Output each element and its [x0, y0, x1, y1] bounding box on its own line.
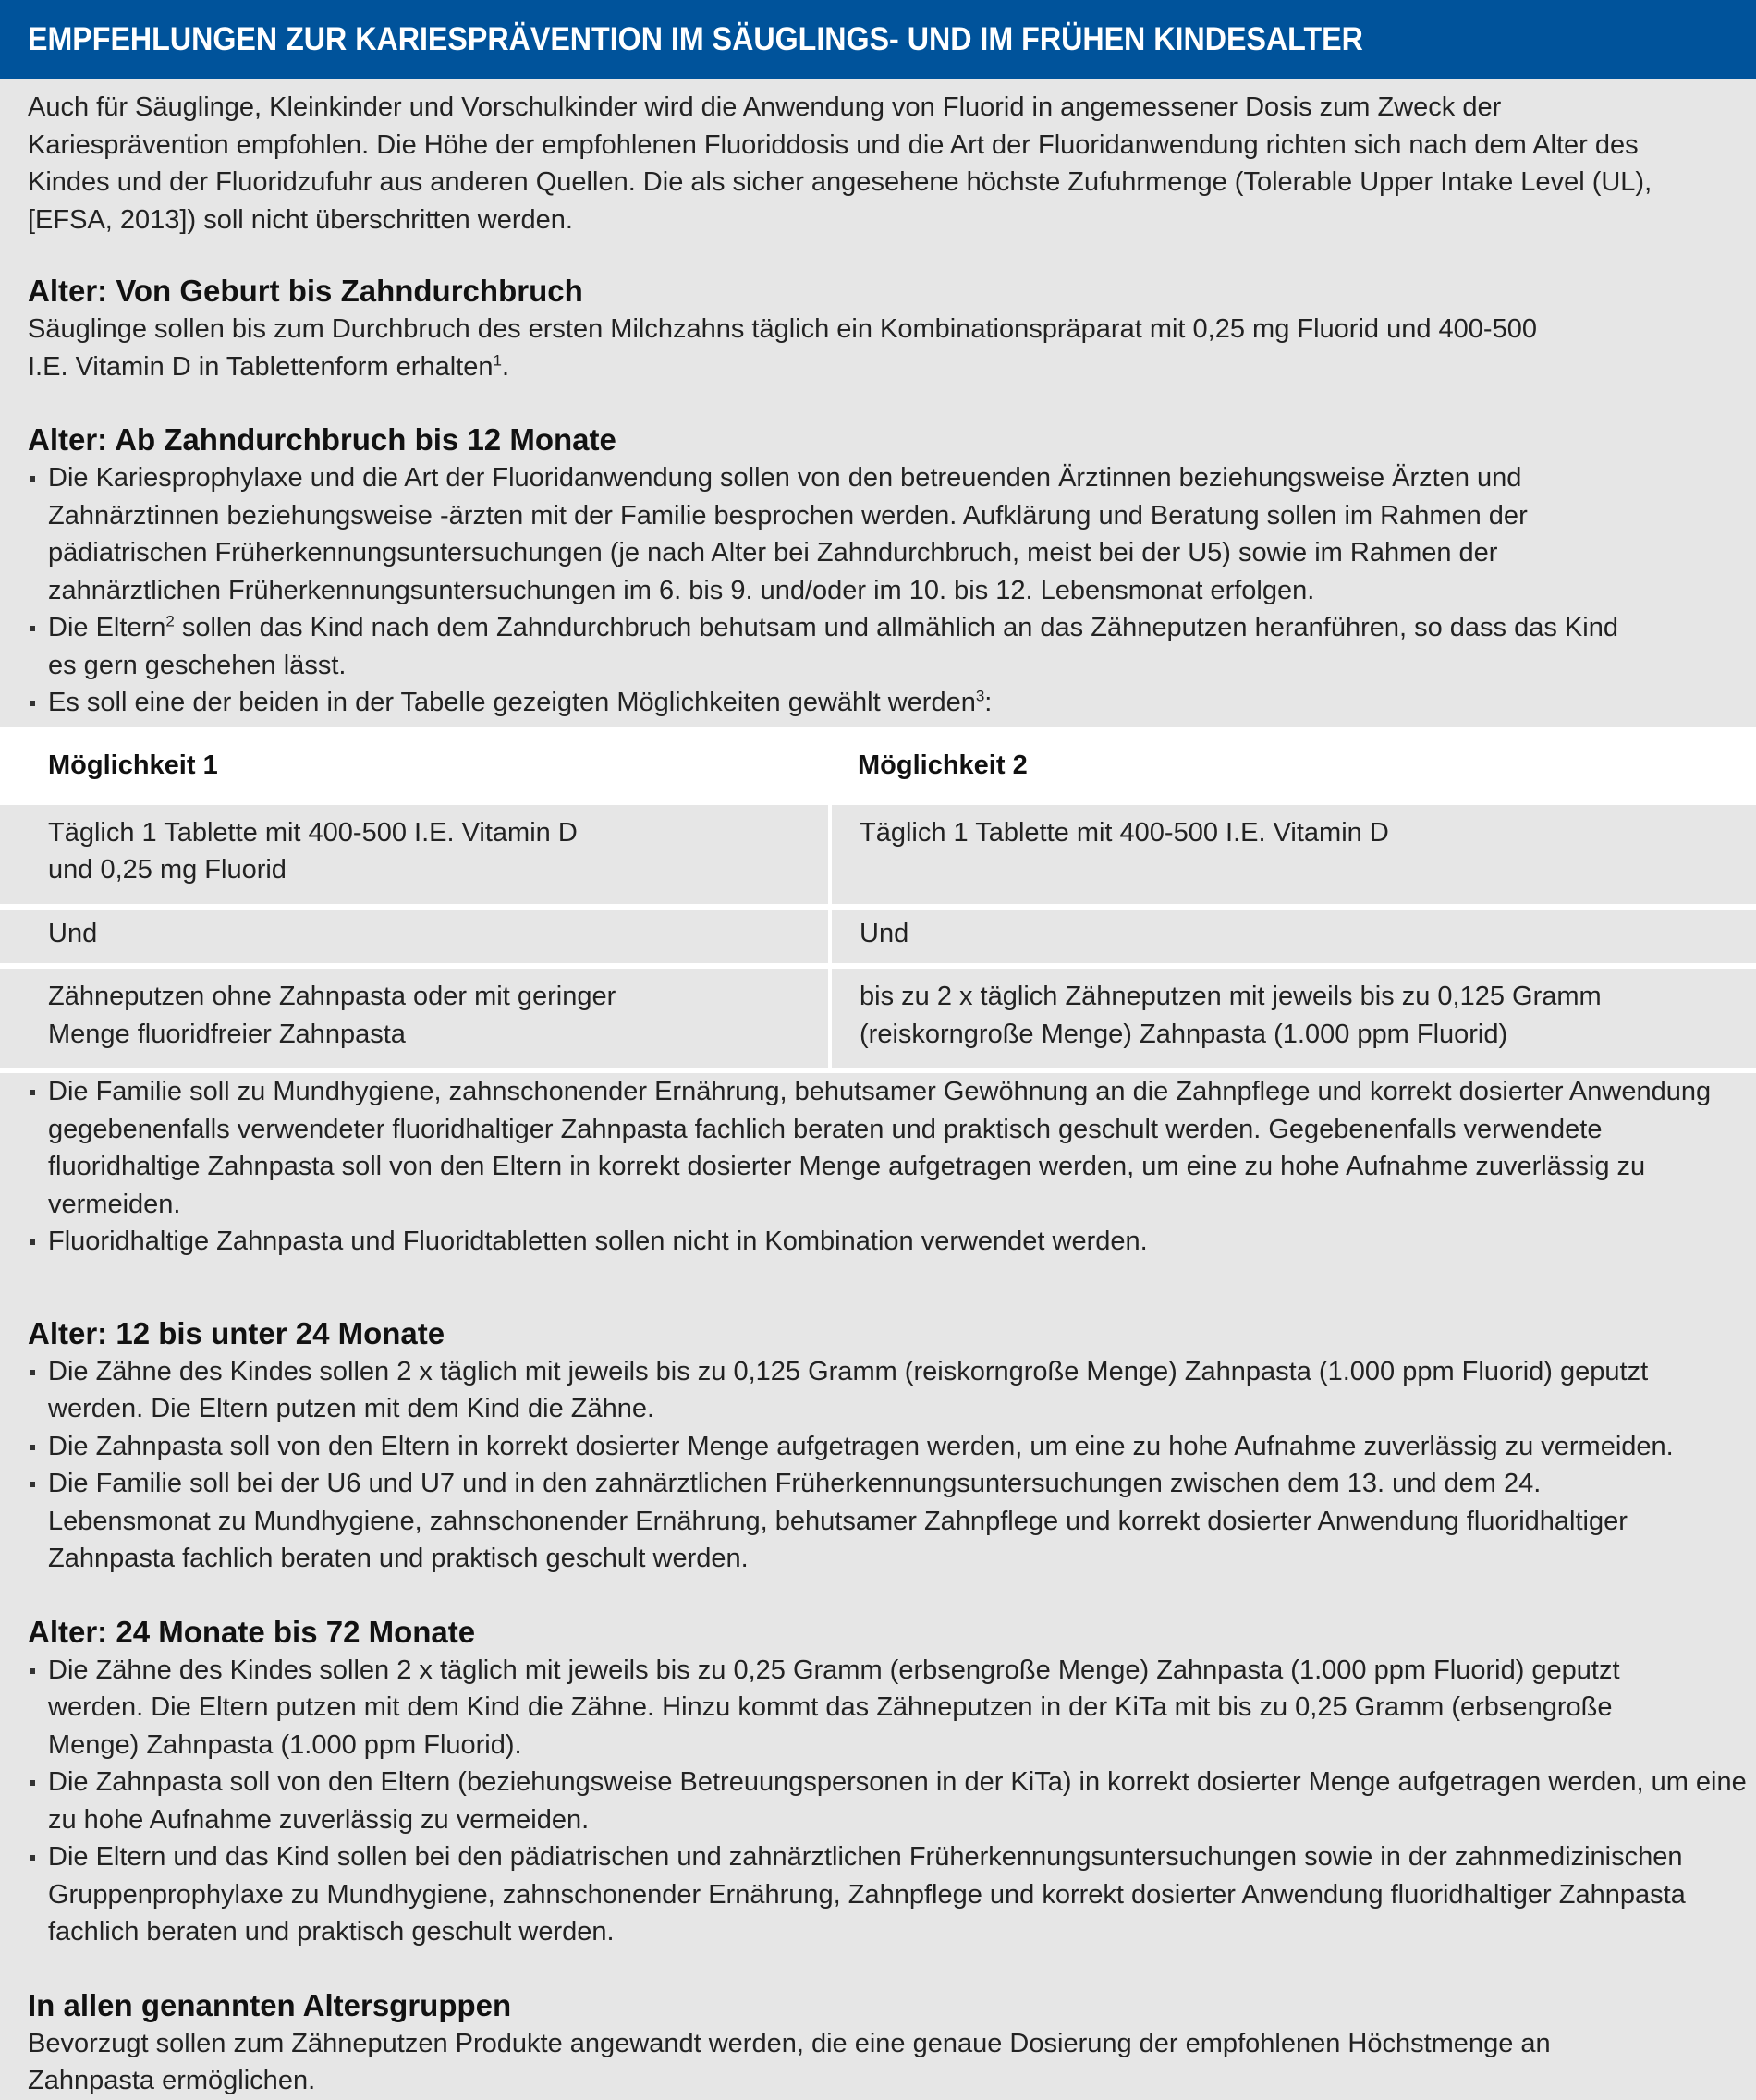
table-row: [0, 805, 1756, 907]
cell-text: bis zu 2 x täglich Zähneputzen mit jeweils bis zu 0,125 Gramm (reiskorngroße Menge) Zahnpasta (1.000 ppm Fluorid): [860, 982, 1602, 1049]
intro-paragraph: Auch für Säuglinge, Kleinkinder und Vorschulkinder wird die Anwendung von Fluorid in angemessener Dosis zum Zweck der Kariesprävention empfohlen. Die Höhe der empfohlenen Fluoriddosis und die Art der Fluoridanwendung richten sich nach dem Alter des Kindes und der Fluoridzufuhr aus anderen Quellen. Die als sicher angesehene höchste Zufuhrmenge (Tolerable Upper Intake Level (UL), [EFSA, 2013]) soll nicht überschritten werden.: [28, 92, 1652, 235]
list-item-text: Die Eltern: [48, 613, 166, 642]
cell-text: Zähneputzen ohne Zahnpasta oder mit geringer Menge fluoridfreier Zahnpasta: [48, 982, 616, 1049]
cell-text: Und: [48, 918, 98, 948]
list-item: Die Familie soll bei der U6 und U7 und in den zahnärztlichen Früherkennungsuntersuchungen zwischen dem 13. und dem 24. Lebensmonat zu Mundhygiene, zahnschonender Ernährung, behutsamer Zahnpflege und korrekt dosierter Anwendung fluoridhaltiger Zahnpasta fachlich beraten und praktisch geschult werden.: [28, 1465, 1638, 1578]
table-cell: [0, 966, 830, 1070]
section-12-to-24-months: [28, 1314, 1728, 1578]
table-cell: [0, 907, 830, 967]
section-heading: In allen genannten Altersgruppen: [28, 1987, 512, 2022]
list-item: Die Kariesprophylaxe und die Art der Fluoridanwendung sollen von den betreuenden Ärztinnen beziehungsweise Ärzten und Zahnärztinnen beziehungsweise -ärzten mit der Familie besprochen werden. Aufklärung und Beratung sollen im Rahmen der pädiatrischen Früherkennungsuntersuchungen (je nach Alter bei Zahndurchbruch, meist bei der U5) sowie im Rahmen der zahnärztlichen Früherkennungsuntersuchungen im 6. bis 9. und/oder im 10. bis 12. Lebensmonat erfolgen.: [28, 459, 1638, 609]
list-item: Die Zähne des Kindes sollen 2 x täglich mit jeweils bis zu 0,125 Gramm (reiskorngroße Menge) Zahnpasta (1.000 ppm Fluorid) geputzt werden. Die Eltern putzen mit dem Kind die Zähne.: [28, 1353, 1675, 1428]
table-cell: [830, 805, 1756, 907]
section-to-12-months: [28, 421, 1728, 1261]
section-paragraph: Bevorzugt sollen zum Zähneputzen Produkte angewandt werden, die eine genaue Dosierung der empfohlenen Höchstmenge an Zahnpasta ermöglichen.: [28, 2028, 1551, 2095]
list-item-text: :: [984, 688, 993, 717]
table-row: [0, 966, 1756, 1070]
paragraph-text: Säuglinge sollen bis zum Durchbruch des ersten Milchzahns täglich ein Kombinationspräparat mit 0,25 mg Fluorid und 400-500 I.E. Vitamin D in Tablettenform erhalten: [28, 314, 1537, 382]
document-body: [0, 79, 1756, 2100]
table-cell: [0, 805, 830, 907]
cell-text: Täglich 1 Tablette mit 400-500 I.E. Vitamin D und 0,25 mg Fluorid: [48, 817, 578, 885]
table-row: [0, 907, 1756, 967]
table-cell: [830, 966, 1756, 1070]
bullet-list: [28, 459, 1728, 722]
section-heading: Alter: Ab Zahndurchbruch bis 12 Monate: [28, 422, 616, 457]
list-item-text: sollen das Kind nach dem Zahndurchbruch behutsam und allmählich an das Zähneputzen heranführen, so dass das Kind es gern geschehen lässt.: [48, 613, 1618, 680]
list-item: Die Zahnpasta soll von den Eltern (beziehungsweise Betreuungspersonen in der KiTa) in korrekt dosierter Menge aufgetragen werden, um eine zu hohe Aufnahme zuverlässig zu vermeiden.: [28, 1764, 1749, 1838]
cell-text: Und: [860, 918, 909, 948]
options-table: [0, 727, 1756, 1074]
section-all-age-groups: [28, 1986, 1728, 2100]
section-birth: [28, 272, 1728, 385]
section-paragraph: [28, 311, 1543, 385]
page-title: EMPFEHLUNGEN ZUR KARIESPRÄVENTION IM SÄUGLINGS- UND IM FRÜHEN KINDESALTER: [28, 21, 1363, 57]
table-header-row: [0, 727, 1756, 805]
section-heading: Alter: 12 bis unter 24 Monate: [28, 1315, 445, 1350]
section-heading: Alter: Von Geburt bis Zahndurchbruch: [28, 274, 583, 308]
list-item: Die Familie soll zu Mundhygiene, zahnschonender Ernährung, behutsamer Gewöhnung an die Zahnpflege und korrekt dosierter Anwendung gegebenenfalls verwendeter fluoridhaltiger Zahnpasta fachlich beraten und praktisch geschult werden. Gegebenenfalls verwendete fluoridhaltige Zahnpasta soll von den Eltern in korrekt dosierter Menge aufgetragen werden, um eine zu hohe Aufnahme zuverlässig zu vermeiden.: [28, 1073, 1739, 1223]
list-item: [28, 609, 1638, 684]
bullet-list: [28, 1353, 1728, 1578]
list-item: Fluoridhaltige Zahnpasta und Fluoridtabletten sollen nicht in Kombination verwendet werden.: [28, 1223, 1728, 1261]
options-table-wrapper: [0, 727, 1756, 1074]
footnote-marker: 1: [493, 350, 502, 369]
section-24-to-72-months: [28, 1613, 1747, 1951]
bullet-list: [28, 1652, 1747, 1951]
column-header: Möglichkeit 1: [0, 727, 830, 805]
list-item: Die Zahnpasta soll von den Eltern in korrekt dosierter Menge aufgetragen werden, um eine zu hohe Aufnahme zuverlässig zu vermeiden.: [28, 1428, 1756, 1466]
list-item-text: Es soll eine der beiden in der Tabelle gezeigten Möglichkeiten gewählt werden: [48, 688, 976, 717]
intro-section: [28, 79, 1728, 238]
cell-text: Täglich 1 Tablette mit 400-500 I.E. Vitamin D: [860, 817, 1389, 848]
list-item: [28, 684, 1728, 722]
footnote-marker: 2: [165, 612, 175, 630]
section-heading: Alter: 24 Monate bis 72 Monate: [28, 1614, 476, 1649]
table-cell: [830, 907, 1756, 967]
list-item: Die Zähne des Kindes sollen 2 x täglich mit jeweils bis zu 0,25 Gramm (erbsengroße Menge) Zahnpasta (1.000 ppm Fluorid) geputzt werden. Die Eltern putzen mit dem Kind die Zähne. Hinzu kommt das Zähneputzen in der KiTa mit bis zu 0,25 Gramm (erbsengroße Menge) Zahnpasta (1.000 ppm Fluorid).: [28, 1652, 1656, 1764]
bullet-list: [28, 1073, 1728, 1261]
header-banner: [0, 0, 1756, 79]
paragraph-text-end: .: [501, 351, 509, 382]
footnote-marker: 3: [975, 687, 985, 705]
column-header: Möglichkeit 2: [830, 727, 1756, 805]
list-item: Die Eltern und das Kind sollen bei den pädiatrischen und zahnärztlichen Früherkennungsuntersuchungen sowie in der zahnmedizinischen Gruppenprophylaxe zu Mundhygiene, zahnschonender Ernährung, Zahnpflege und korrekt dosierter Anwendung fluoridhaltiger Zahnpasta fachlich beraten und praktisch geschult werden.: [28, 1838, 1756, 1951]
